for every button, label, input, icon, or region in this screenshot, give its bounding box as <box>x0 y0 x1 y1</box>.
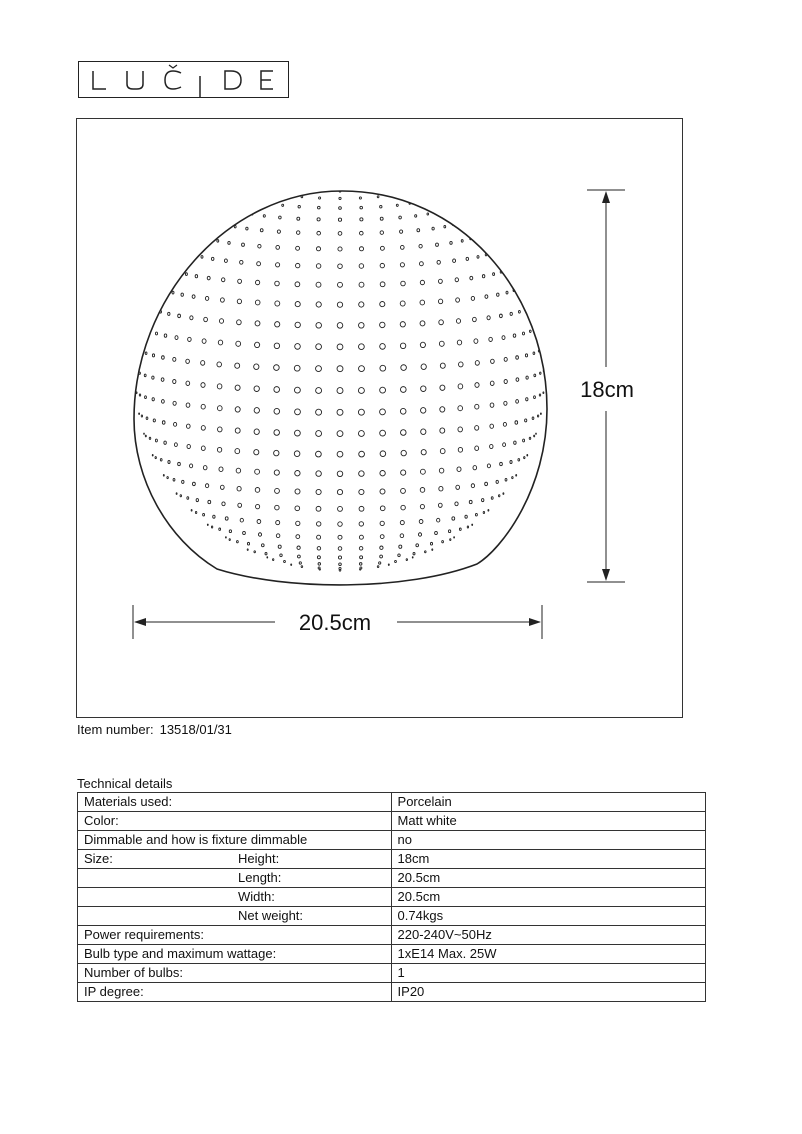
spec-label-cell <box>78 907 392 926</box>
table-row <box>78 812 706 831</box>
spec-value: 20.5cm <box>391 888 705 907</box>
table-row <box>78 926 706 945</box>
item-number <box>77 722 232 737</box>
spec-label-cell <box>78 812 392 831</box>
spec-label-cell <box>78 869 392 888</box>
spec-sublabel: Height: <box>238 851 280 866</box>
item-number-value: 13518/01/31 <box>159 722 232 737</box>
table-row <box>78 850 706 869</box>
table-row <box>78 907 706 926</box>
spec-label-cell <box>78 926 392 945</box>
table-row <box>78 793 706 812</box>
spec-value: no <box>391 831 705 850</box>
sphere-drawing <box>77 119 682 717</box>
table-row <box>78 964 706 983</box>
spec-label-cell <box>78 888 392 907</box>
spec-value: IP20 <box>391 983 705 1002</box>
brand-logo <box>78 61 289 98</box>
spec-label-cell <box>78 945 392 964</box>
spec-label-cell <box>78 850 392 869</box>
spec-label: Power requirements: <box>84 927 204 942</box>
spec-label-cell <box>78 793 392 812</box>
height-dimension <box>580 190 634 582</box>
technical-details-title: Technical details <box>77 776 173 791</box>
arrow-left-icon <box>134 618 146 626</box>
arrow-up-icon <box>602 191 610 203</box>
technical-details-table <box>77 792 706 1002</box>
table-row <box>78 831 706 850</box>
spec-label: Number of bulbs: <box>84 965 183 980</box>
spec-label: IP degree: <box>84 984 144 999</box>
spec-label: Materials used: <box>84 794 173 809</box>
width-dimension <box>133 605 542 639</box>
spec-label: Dimmable and how is fixture dimmable <box>84 832 308 847</box>
spec-value: 220-240V~50Hz <box>391 926 705 945</box>
product-drawing <box>76 118 683 718</box>
spec-label-cell <box>78 983 392 1002</box>
spec-label: Size: <box>84 851 113 866</box>
spec-label-cell <box>78 831 392 850</box>
arrow-right-icon <box>529 618 541 626</box>
spec-value: 20.5cm <box>391 869 705 888</box>
spec-value: 1xE14 Max. 25W <box>391 945 705 964</box>
spec-sublabel: Length: <box>238 870 282 885</box>
height-label: 18cm <box>580 377 634 402</box>
spec-value: Matt white <box>391 812 705 831</box>
table-row <box>78 869 706 888</box>
width-label: 20.5cm <box>298 610 372 635</box>
spec-label: Color: <box>84 813 119 828</box>
arrow-down-icon <box>602 569 610 581</box>
spec-value: 1 <box>391 964 705 983</box>
spec-sublabel: Net weight: <box>238 908 304 923</box>
table-row <box>78 888 706 907</box>
item-number-label: Item number: <box>77 722 154 737</box>
spec-sublabel: Width: <box>238 889 275 904</box>
spec-value: 18cm <box>391 850 705 869</box>
table-row <box>78 945 706 964</box>
spec-label: Bulb type and maximum wattage: <box>84 946 277 961</box>
table-row <box>78 983 706 1002</box>
spec-value: Porcelain <box>391 793 705 812</box>
spec-value: 0.74kgs <box>391 907 705 926</box>
lucide-logo-mark <box>79 62 288 97</box>
spec-label-cell <box>78 964 392 983</box>
sphere-perforation-pattern <box>136 188 544 571</box>
